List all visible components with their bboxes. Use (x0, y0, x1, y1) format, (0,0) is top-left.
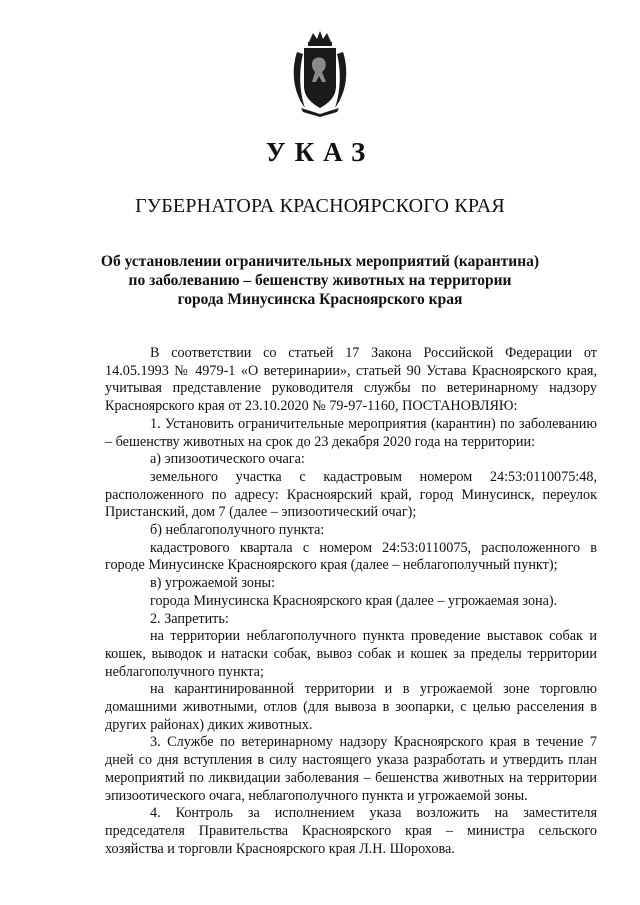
paragraph-unfavorable-point: кадастрового квартала с номером 24:53:0110075, расположенного в городе Минусинске Красноярского края (далее – неблагополучный пункт); (105, 539, 597, 574)
paragraph-item-3: 3. Службе по ветеринарному надзору Красноярского края в течение 7 дней со дня вступления в силу настоящего указа разработать и утвердить план мероприятий по ликвидации заболевания – бешенства животных на территории эпизоотического очага, неблагополучного пункта и угрожаемой зоны. (105, 734, 597, 804)
paragraph-threatened-zone: города Минусинска Красноярского края (далее – угрожаемая зона). (150, 592, 558, 609)
document-title: УКАЗ (265, 137, 375, 167)
paragraph-item-4: 4. Контроль за исполнением указа возложить на заместителя председателя Правительства Красноярского края – министра сельского хозяйства и торговли Красноярского края Л.Н. Шорохова. (105, 805, 597, 857)
paragraph-subitem-b: б) неблагополучного пункта: (150, 522, 325, 539)
paragraph-epizootic-focus: земельного участка с кадастровым номером 24:53:0110075:48, расположенного по адресу: Красноярский край, город Минусинск, переулок Пристанский, дом 7 (далее – эпизоотический очаг); (105, 468, 597, 521)
document-issuer: ГУБЕРНАТОРА КРАСНОЯРСКОГО КРАЯ (135, 195, 505, 217)
paragraph-subitem-v: в) угрожаемой зоны: (150, 575, 276, 592)
paragraph-preamble: В соответствии со статьей 17 Закона Российской Федерации от 14.05.1993 № 4979-1 «О ветеринарии», статьей 90 Устава Красноярского края, учитывая представление руководителя службы по ветеринарному надзору Красноярского края от 23.10.2020 № 79-97-1160, ПОСТАНОВЛЯЮ: (105, 345, 597, 415)
document-body (105, 345, 597, 858)
document-heading (0, 252, 640, 309)
paragraph-subitem-a: а) эпизоотического очага: (150, 451, 305, 468)
coat-of-arms-icon (287, 30, 353, 118)
paragraph-prohibition-1: на территории неблагополучного пункта проведение выставок собак и кошек, выводок и натаски собак, вывоз собак и кошек за пределы территории неблагополучного пункта; (105, 628, 597, 680)
paragraph-item-2: 2. Запретить: (150, 610, 229, 627)
paragraph-prohibition-2: на карантинированной территории и в угрожаемой зоне торговлю домашними животными, отлов (для вывоза в зоопарки, с целью расселения в других районах) диких животных. (105, 681, 597, 733)
heading-line: Об установлении ограничительных мероприятий (карантина) (100, 253, 540, 270)
heading-line: города Минусинска Красноярского края (177, 291, 463, 308)
paragraph-item-1: 1. Установить ограничительные мероприятия (карантин) по заболеванию – бешенству животных на срок до 23 декабря 2020 года на территории: (105, 415, 597, 450)
heading-line: по заболеванию – бешенству животных на территории (128, 272, 512, 289)
